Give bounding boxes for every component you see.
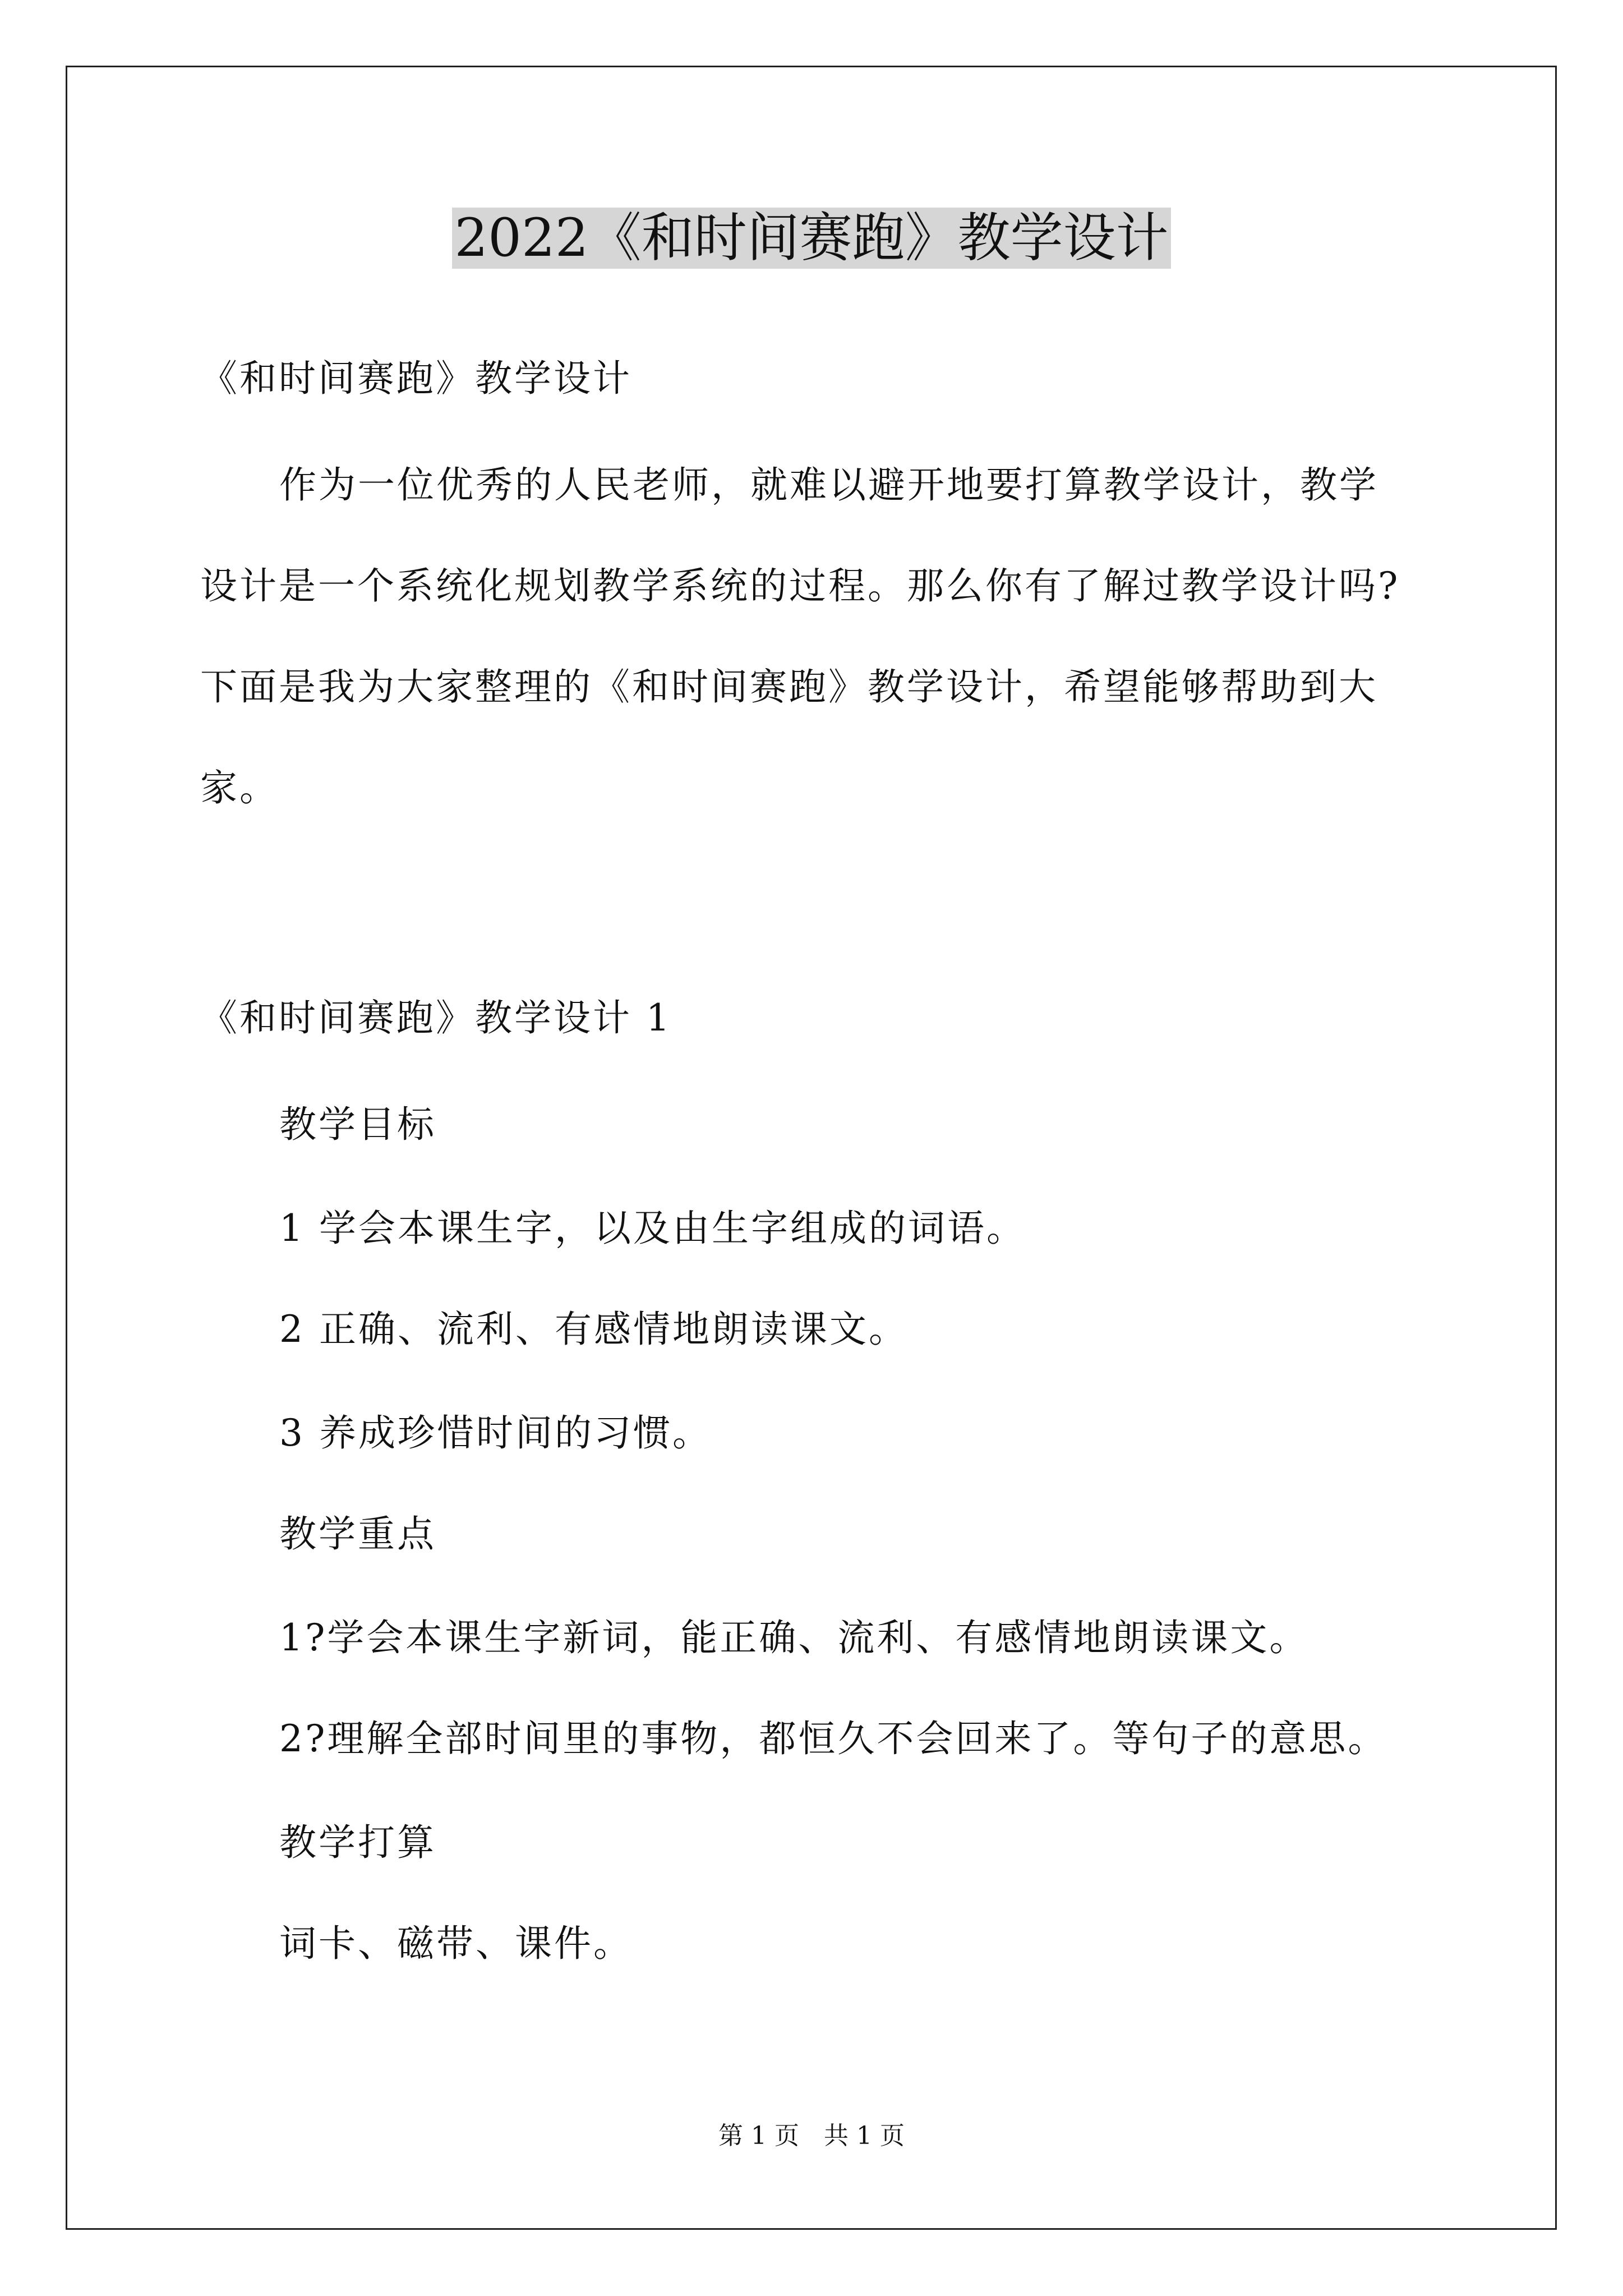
body-line-4: 3 养成珍惜时间的习惯。 xyxy=(279,1411,712,1455)
body-line-1: 教学目标 xyxy=(279,1103,436,1146)
body-line-7: 2?理解全部时间里的事物，都恒久不会回来了。等句子的意思。 xyxy=(279,1717,1387,1760)
intro-line-3: 下面是我为大家整理的《和时间赛跑》教学设计，希望能够帮助到大 xyxy=(200,665,1378,708)
document-title-text: 2022《和时间赛跑》教学设计 xyxy=(452,208,1170,269)
intro-line-2: 设计是一个系统化规划教学系统的过程。那么你有了解过教学设计吗? xyxy=(200,564,1400,608)
page-footer: 第 1 页 共 1 页 xyxy=(718,2122,905,2150)
intro-line-1: 作为一位优秀的人民老师，就难以避开地要打算教学设计，教学 xyxy=(279,463,1378,507)
body-line-3: 2 正确、流利、有感情地朗读课文。 xyxy=(279,1308,908,1351)
body-line-2: 1 学会本课生字，以及由生字组成的词语。 xyxy=(279,1207,1026,1250)
intro-line-4: 家。 xyxy=(200,766,279,809)
subtitle: 《和时间赛跑》教学设计 xyxy=(200,357,632,400)
section-heading: 《和时间赛跑》教学设计 1 xyxy=(200,996,672,1039)
body-line-5: 教学重点 xyxy=(279,1512,436,1556)
body-line-9: 词卡、磁带、课件。 xyxy=(279,1922,633,1965)
body-line-6: 1?学会本课生字新词，能正确、流利、有感情地朗读课文。 xyxy=(279,1616,1309,1659)
body-line-8: 教学打算 xyxy=(279,1821,436,1864)
document-title xyxy=(0,196,1623,280)
